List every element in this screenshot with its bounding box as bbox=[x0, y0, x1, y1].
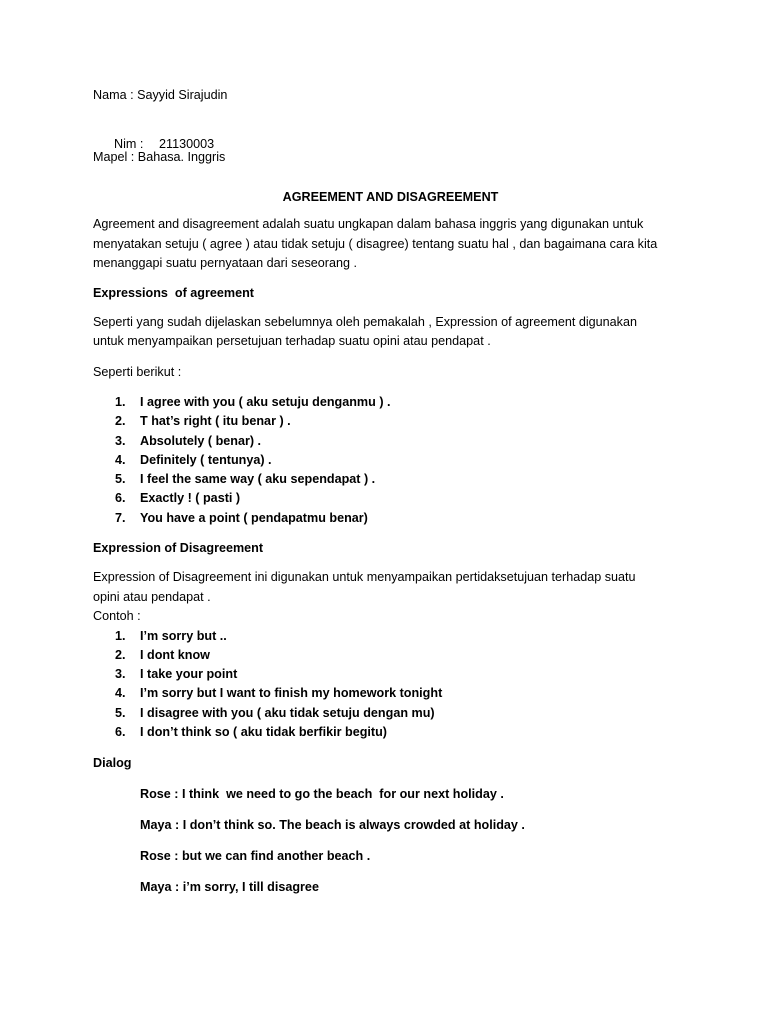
list-number: 2. bbox=[115, 647, 126, 662]
intro-line: menyatakan setuju ( agree ) atau tidak setuju ( disagree) tentang suatu hal , dan bagaimana cara kita bbox=[93, 236, 658, 251]
list-text: Absolutely ( benar) . bbox=[140, 433, 262, 448]
list-text: T hat’s right ( itu benar ) . bbox=[140, 414, 291, 429]
document-body bbox=[93, 86, 678, 909]
dialog-line: Maya : I don’t think so. The beach is always crowded at holiday . bbox=[140, 818, 525, 833]
list-number: 1. bbox=[115, 395, 126, 409]
student-id-row bbox=[93, 117, 678, 151]
list-number: 2. bbox=[115, 414, 126, 429]
disagreement-description-line: Expression of Disagreement ini digunakan untuk menyampaikan pertidaksetujuan terhadap suatu bbox=[93, 570, 636, 585]
list-number: 3. bbox=[115, 667, 126, 682]
disagreement-description-line: opini atau pendapat . bbox=[93, 589, 211, 604]
list-text: You have a point ( pendapatmu benar) bbox=[140, 510, 368, 525]
list-text: Definitely ( tentunya) . bbox=[140, 452, 272, 467]
agreement-list bbox=[93, 393, 678, 528]
list-item bbox=[93, 684, 678, 703]
agreement-lead: Seperti berikut : bbox=[93, 364, 182, 379]
list-text: I’m sorry but .. bbox=[140, 628, 227, 643]
list-item bbox=[93, 723, 678, 742]
dialog-line: Rose : I think we need to go the beach for our next holiday . bbox=[140, 787, 504, 802]
list-text: Exactly ! ( pasti ) bbox=[140, 491, 241, 506]
list-item bbox=[93, 704, 678, 723]
list-number: 5. bbox=[115, 705, 126, 720]
list-number: 3. bbox=[115, 433, 126, 448]
list-number: 7. bbox=[115, 510, 126, 525]
student-id-value: 21130003 bbox=[159, 137, 215, 151]
list-item bbox=[93, 451, 678, 470]
disagreement-heading: Expression of Disagreement bbox=[93, 541, 264, 556]
list-item bbox=[93, 627, 678, 646]
list-text: I don’t think so ( aku tidak berfikir begitu) bbox=[140, 725, 387, 740]
document-title: AGREEMENT AND DISAGREEMENT bbox=[282, 190, 499, 204]
agreement-description bbox=[93, 313, 678, 352]
student-id-label: Nim : bbox=[114, 137, 144, 151]
dialog-heading: Dialog bbox=[93, 756, 132, 771]
list-item bbox=[93, 646, 678, 665]
list-item bbox=[93, 393, 678, 412]
disagreement-list bbox=[93, 627, 678, 743]
dialog-line: Maya : i’m sorry, I till disagree bbox=[140, 880, 319, 895]
list-item bbox=[93, 432, 678, 451]
agreement-description-line: untuk menyampaikan persetujuan terhadap suatu opini atau pendapat . bbox=[93, 334, 491, 348]
list-text: I take your point bbox=[140, 667, 238, 682]
list-text: I agree with you ( aku setuju denganmu ) . bbox=[140, 395, 391, 409]
intro-line: menanggapi suatu pernyataan dari seseorang . bbox=[93, 256, 357, 270]
disagreement-description bbox=[93, 568, 678, 607]
dialog-line: Rose : but we can find another beach . bbox=[140, 849, 371, 864]
list-item bbox=[93, 665, 678, 684]
list-text: I’m sorry but I want to finish my homework tonight bbox=[140, 686, 443, 701]
list-item bbox=[93, 412, 678, 431]
list-number: 4. bbox=[115, 686, 126, 701]
list-number: 6. bbox=[115, 725, 126, 740]
student-name: Nama : Sayyid Sirajudin bbox=[93, 88, 228, 102]
intro-paragraph bbox=[93, 215, 678, 274]
list-text: I feel the same way ( aku sependapat ) . bbox=[140, 472, 376, 487]
disagreement-lead: Contoh : bbox=[93, 609, 141, 624]
agreement-heading: Expressions of agreement bbox=[93, 285, 254, 300]
list-text: I dont know bbox=[140, 647, 210, 662]
subject: Mapel : Bahasa. Inggris bbox=[93, 150, 226, 164]
intro-line: Agreement and disagreement adalah suatu ungkapan dalam bahasa inggris yang digunakan untuk bbox=[93, 217, 644, 231]
list-text: I disagree with you ( aku tidak setuju dengan mu) bbox=[140, 705, 435, 720]
list-number: 6. bbox=[115, 491, 126, 506]
list-item bbox=[93, 470, 678, 489]
list-item bbox=[93, 509, 678, 528]
list-item bbox=[93, 489, 678, 508]
list-number: 5. bbox=[115, 472, 126, 487]
agreement-description-line: Seperti yang sudah dijelaskan sebelumnya oleh pemakalah , Expression of agreement digunakan bbox=[93, 314, 637, 329]
list-number: 1. bbox=[115, 628, 126, 643]
list-number: 4. bbox=[115, 452, 126, 467]
